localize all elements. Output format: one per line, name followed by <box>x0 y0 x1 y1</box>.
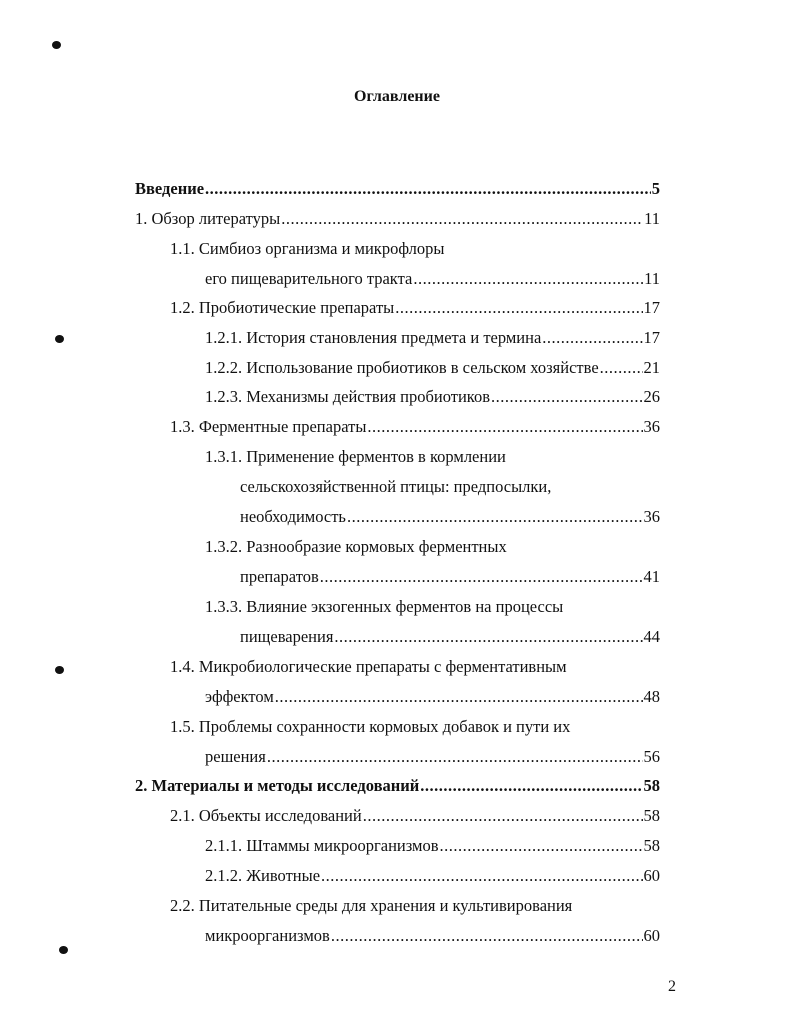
toc-page-number: 56 <box>643 747 660 766</box>
toc-entry-text: 2.1.1. Штаммы микроорганизмов <box>205 836 439 855</box>
scan-speck <box>55 335 64 343</box>
toc-page-number: 58 <box>643 776 660 795</box>
toc-entry-text: его пищеварительного тракта <box>205 269 413 288</box>
toc-entry-text: 1. Обзор литературы <box>135 209 281 228</box>
toc-entry-1-3-2: 1.3.2. Разнообразие кормовых ферментных <box>205 537 507 556</box>
toc-entry-text: необходимость <box>240 507 346 526</box>
toc-page-number: 58 <box>643 836 660 855</box>
toc-leader-dots <box>413 268 643 290</box>
toc-entry-1-3-1-end <box>240 506 660 528</box>
toc-entry-1-4-end <box>205 686 660 708</box>
toc-page-number: 36 <box>643 417 660 436</box>
toc-entry-text: 2. Материалы и методы исследований <box>135 776 420 795</box>
toc-entry-1-5: 1.5. Проблемы сохранности кормовых добавок и пути их <box>170 717 571 736</box>
toc-entry-1-3-1-cont: сельскохозяйственной птицы: предпосылки, <box>240 477 552 496</box>
page-number: 2 <box>668 978 676 995</box>
toc-entry-2-1 <box>170 805 660 827</box>
toc-entry-2-2: 2.2. Питательные среды для хранения и культивирования <box>170 896 573 915</box>
toc-leader-dots <box>420 775 642 797</box>
toc-leader-dots <box>320 566 643 588</box>
toc-entry-text: 1.3. Ферментные препараты <box>170 417 367 436</box>
toc-entry-1-3-3-end <box>240 626 660 648</box>
toc-entry-2 <box>135 775 660 797</box>
toc-leader-dots <box>395 297 642 319</box>
toc-leader-dots <box>205 178 651 200</box>
page-title: Оглавление <box>354 88 440 105</box>
scan-speck <box>55 666 64 674</box>
toc-entry-2-2-end <box>205 925 660 947</box>
toc-entry-text: микроорганизмов <box>205 926 330 945</box>
toc-page-number: 60 <box>643 866 660 885</box>
toc-entry-1-2-1 <box>205 327 660 349</box>
toc-entry-1-2 <box>170 297 660 319</box>
toc-entry-1-1: 1.1. Симбиоз организма и микрофлоры <box>170 239 445 258</box>
toc-leader-dots <box>491 386 642 408</box>
toc-entry-1-2-3 <box>205 386 660 408</box>
toc-leader-dots <box>367 416 642 438</box>
toc-page-number: 17 <box>643 298 660 317</box>
toc-leader-dots <box>334 626 642 648</box>
toc-page-number: 44 <box>643 627 660 646</box>
toc-leader-dots <box>600 357 643 379</box>
toc-entry-1 <box>135 208 660 230</box>
toc-leader-dots <box>281 208 643 230</box>
toc-entry-1-3-2-end <box>240 566 660 588</box>
scan-speck <box>59 946 68 954</box>
toc-leader-dots <box>267 746 643 768</box>
toc-entry-text: 1.2.3. Механизмы действия пробиотиков <box>205 387 491 406</box>
toc-entry-1-1-cont <box>205 268 660 290</box>
toc-page-number: 26 <box>643 387 660 406</box>
toc-entry-introduction <box>135 178 660 200</box>
toc-entry-text: 1.2. Пробиотические препараты <box>170 298 395 317</box>
toc-entry-1-5-end <box>205 746 660 768</box>
toc-page-number: 21 <box>643 358 660 377</box>
toc-entry-1-3-1: 1.3.1. Применение ферментов в кормлении <box>205 447 506 466</box>
toc-entry-text: 1.2.2. Использование пробиотиков в сельском хозяйстве <box>205 358 599 377</box>
toc-entry-1-2-2 <box>205 357 660 379</box>
toc-entry-1-3 <box>170 416 660 438</box>
toc-entry-text: пищеварения <box>240 627 334 646</box>
toc-page-number: 41 <box>643 567 660 586</box>
toc-entry-text: 2.1.2. Животные <box>205 866 321 885</box>
toc-page-number: 17 <box>643 328 660 347</box>
toc-entry-text: эффектом <box>205 687 274 706</box>
toc-leader-dots <box>440 835 643 857</box>
toc-leader-dots <box>331 925 643 947</box>
toc-entry-1-4: 1.4. Микробиологические препараты с ферментативным <box>170 657 567 676</box>
toc-entry-2-1-2 <box>205 865 660 887</box>
toc-page-number: 11 <box>644 269 660 288</box>
toc-leader-dots <box>363 805 643 827</box>
toc-entry-text: решения <box>205 747 266 766</box>
scan-speck <box>52 41 61 49</box>
toc-page-number: 11 <box>644 209 660 228</box>
toc-leader-dots <box>321 865 642 887</box>
toc-page-number: 36 <box>643 507 660 526</box>
toc-leader-dots <box>275 686 643 708</box>
toc-page-number: 5 <box>651 179 660 198</box>
toc-entry-text: Введение <box>135 179 205 198</box>
toc-entry-1-3-3: 1.3.3. Влияние экзогенных ферментов на процессы <box>205 597 564 616</box>
toc-page-number: 48 <box>643 687 660 706</box>
toc-entry-text: 1.2.1. История становления предмета и термина <box>205 328 542 347</box>
toc-page-number: 58 <box>643 806 660 825</box>
toc-page-number: 60 <box>643 926 660 945</box>
toc-entry-2-1-1 <box>205 835 660 857</box>
toc-entry-text: 2.1. Объекты исследований <box>170 806 362 825</box>
toc-leader-dots <box>542 327 642 349</box>
toc-entry-text: препаратов <box>240 567 319 586</box>
toc-leader-dots <box>347 506 643 528</box>
